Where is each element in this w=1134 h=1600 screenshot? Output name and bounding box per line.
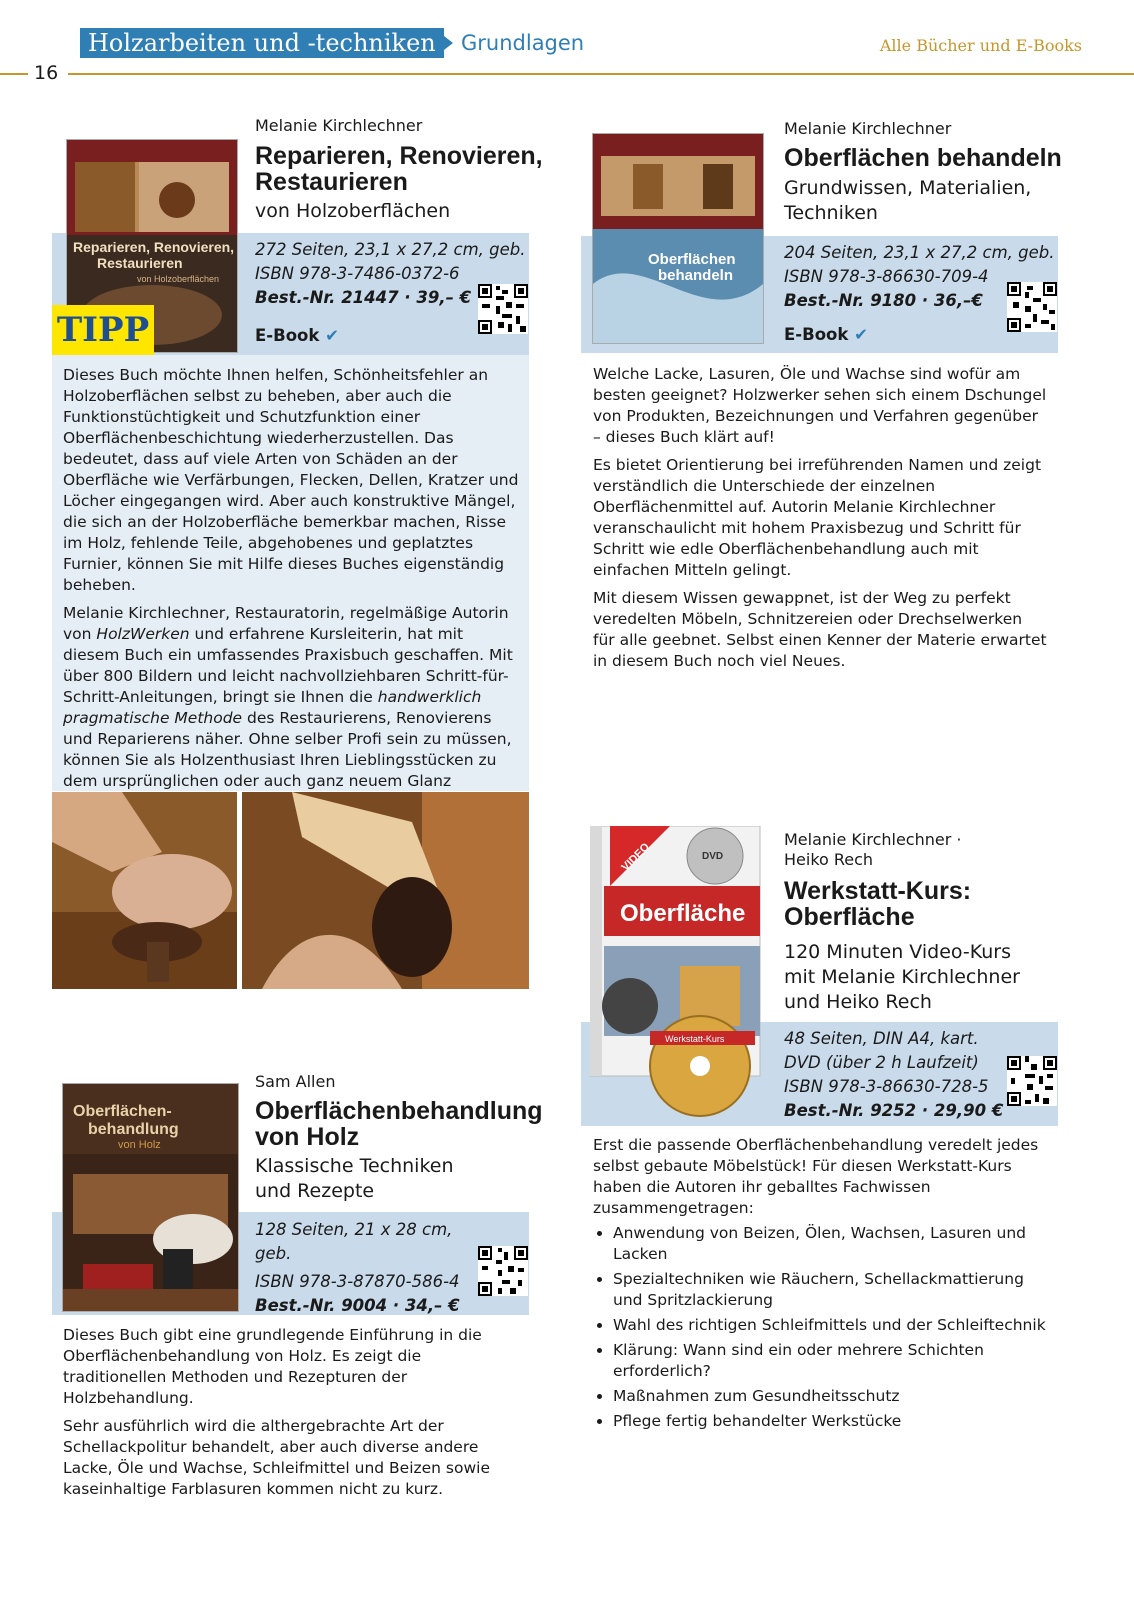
book3-cover-image[interactable] xyxy=(590,826,770,1118)
breadcrumb-subcategory[interactable]: Grundlagen xyxy=(461,31,585,55)
ebook-label: E-Book xyxy=(255,326,320,345)
book1-isbn: ISBN 978-3-7486-0372-6 xyxy=(255,264,460,283)
ebook-label: E-Book xyxy=(784,325,849,344)
subtitle-line: Klassische Techniken xyxy=(255,1155,454,1177)
book2-cover-image[interactable] xyxy=(592,133,764,344)
title-line: Werkstatt-Kurs: xyxy=(784,877,972,905)
book1-cover-subtitle: von Holzoberflächen xyxy=(137,274,220,284)
book2-description xyxy=(593,364,1048,679)
checkmark-icon: ✔ xyxy=(325,326,339,345)
book3-author xyxy=(784,830,961,870)
tipp-badge: TIPP xyxy=(52,305,154,355)
book2-subtitle xyxy=(784,176,1031,226)
subtitle-line: und Heiko Rech xyxy=(784,991,932,1013)
book4-meta xyxy=(255,1218,460,1318)
text-run: handwerklich pragmatische Methode xyxy=(63,688,482,727)
description-paragraph: Sehr ausführlich wird die althergebrachte Art der Schellackpolitur behandelt, aber auch diverse andere Lacke, Öle und Wachse, Schleifmittel und Beizen sowie kaseinhaltige Farblasuren kommen nicht zu kurz. xyxy=(63,1417,491,1498)
book1-pages: 272 Seiten, 23,1 x 27,2 cm, geb. xyxy=(255,240,526,259)
breadcrumb-arrow-icon xyxy=(444,36,453,50)
book4-author: Sam Allen xyxy=(255,1072,336,1091)
subtitle-line: Grundwissen, Materialien, xyxy=(784,177,1032,199)
description-paragraph: Welche Lacke, Lasuren, Öle und Wachse sind wofür am besten geeignet? Holzwerker sehen sich einem Dschungel von Produkten, Bezeichnungen und Verfahren gegenüber – dieses Buch klärt auf! xyxy=(593,365,1047,446)
subtitle-line: Techniken xyxy=(784,202,878,224)
book1-title[interactable] xyxy=(255,143,543,195)
cover-dvd-label: DVD xyxy=(702,851,724,862)
text-run: und erfahrene Kursleiterin, hat mit diesem Buch ein umfassendes Praxisbuch geschaffen. Mit über 800 Bildern und leicht nachvollziehbaren Schritt-für-Schritt-Anleitungen, bringt sie Ihnen die xyxy=(63,625,513,706)
title-line: Oberfläche xyxy=(784,903,915,931)
book4-cover-image[interactable] xyxy=(62,1083,239,1312)
all-books-link[interactable]: Alle Bücher und E-Books xyxy=(879,36,1082,55)
book2-order: Best.-Nr. 9180 · 36,–€ xyxy=(784,291,983,310)
list-item: • Wahl des richtigen Schleifmittels und der Schleiftechnik xyxy=(613,1315,1048,1336)
svg-text:Restaurieren: Restaurieren xyxy=(97,255,183,271)
list-item: • Maßnahmen zum Gesundheitsschutz xyxy=(613,1386,1048,1407)
list-item: • Pflege fertig behandelter Werkstücke xyxy=(613,1411,1048,1432)
list-item: • Klärung: Wann sind ein oder mehrere Schichten erforderlich? xyxy=(613,1340,1048,1382)
author-line: Heiko Rech xyxy=(784,850,874,869)
book4-title[interactable] xyxy=(255,1098,543,1150)
description-paragraph: Erst die passende Oberflächenbehandlung veredelt jedes selbst gebaute Möbelstück! Für diesen Werkstatt-Kurs haben die Autoren ihr geballtes Fachwissen zusammengetragen: xyxy=(593,1136,1039,1217)
book2-title[interactable]: Oberflächen behandeln xyxy=(784,144,1062,172)
book4-order: Best.-Nr. 9004 · 34,– € xyxy=(255,1296,460,1315)
book1-subtitle: von Holzoberflächen xyxy=(255,200,451,222)
svg-text:behandeln: behandeln xyxy=(658,267,734,284)
subtitle-line: 120 Minuten Video-Kurs xyxy=(784,941,1011,963)
description-paragraph: Mit diesem Wissen gewappnet, ist der Weg zu perfekt veredelten Möbeln, Schnitzereien oder Drechselwerken für alle geebnet. Selbst einen Kenner der Materie erwartet in diesem Buch noch viel Neues. xyxy=(593,589,1047,670)
book3-cover-title: Oberfläche xyxy=(620,900,746,927)
book4-isbn: ISBN 978-3-87870-586-4 xyxy=(255,1272,460,1291)
book3-title[interactable] xyxy=(784,878,971,930)
qr-code-icon[interactable] xyxy=(1007,1056,1057,1106)
qr-code-icon[interactable] xyxy=(478,284,528,334)
svg-text:behandlung: behandlung xyxy=(88,1121,179,1138)
book1-author: Melanie Kirchlechner xyxy=(255,116,423,135)
title-line: Oberflächenbehandlung xyxy=(255,1097,543,1125)
cover-kurs-label: Werkstatt-Kurs xyxy=(665,1034,725,1044)
qr-code-icon[interactable] xyxy=(1007,282,1057,332)
cover-video-label: VIDEO xyxy=(619,840,653,874)
qr-code-icon[interactable] xyxy=(478,1246,528,1296)
text-run: Melanie Kirchlechner, Restauratorin, regelmäßige Autorin von xyxy=(63,604,509,643)
photo-knob-wood-piece xyxy=(242,792,529,989)
book2-author: Melanie Kirchlechner xyxy=(784,119,952,138)
description-paragraph: Dieses Buch gibt eine grundlegende Einführung in die Oberflächenbehandlung von Holz. Es zeigt die traditionellen Methoden und Rezepturen der Holzbehandlung. xyxy=(63,1326,482,1407)
list-item: • Spezialtechniken wie Räuchern, Schellackmattierung und Spritzlackierung xyxy=(613,1269,1048,1311)
header-rule xyxy=(68,73,1134,75)
page-number: 16 xyxy=(34,62,59,84)
book3-description xyxy=(593,1135,1048,1436)
book3-pages: 48 Seiten, DIN A4, kart. xyxy=(784,1029,979,1048)
subtitle-line: und Rezepte xyxy=(255,1180,375,1202)
checkmark-icon: ✔ xyxy=(854,325,868,344)
description-paragraph: Es bietet Orientierung bei irreführenden Namen und zeigt verständlich die Unterschiede der einzelnen Oberflächenmittel auf. Autorin Melanie Kirchlechner veranschaulicht mit hohem Praxisbezug und Schritt für Schritt wie edle Oberflächenbehandlung auch mit einfachen Mitteln gelingt. xyxy=(593,456,1042,579)
book2-cover-title: Oberflächen xyxy=(648,251,736,268)
text-run: des Restaurierens, Renovierens und Reparierens näher. Ohne selber Profi sein zu müssen, können Sie als Holzenthusiast Ihren Lieblingsstücken zu dem ursprünglichen oder auch ganz neuem Glanz xyxy=(63,709,512,790)
breadcrumb-category[interactable]: Holzarbeiten und -techniken xyxy=(80,28,444,58)
book4-description xyxy=(63,1325,521,1507)
book4-cover-title: Oberflächen- xyxy=(73,1103,172,1120)
book2-ebook-link[interactable] xyxy=(784,324,868,346)
book1-cover-title: Reparieren, Renovieren, xyxy=(73,239,235,255)
header-rule xyxy=(0,73,28,75)
title-line: von Holz xyxy=(255,1123,360,1151)
book3-dvd: DVD (über 2 h Laufzeit) xyxy=(784,1053,979,1072)
book1-title-line: Restaurieren xyxy=(255,168,408,196)
book3-meta xyxy=(784,1027,1003,1123)
book4-subtitle xyxy=(255,1154,454,1204)
book2-pages: 204 Seiten, 23,1 x 27,2 cm, geb. xyxy=(784,243,1055,262)
book1-order: Best.-Nr. 21447 · 39,– € xyxy=(255,288,472,307)
book3-isbn: ISBN 978-3-86630-728-5 xyxy=(784,1077,989,1096)
book1-title-line: Reparieren, Renovieren, xyxy=(255,142,543,170)
book1-description xyxy=(63,365,521,820)
text-run: HolzWerken xyxy=(96,625,190,643)
list-item: • Anwendung von Beizen, Ölen, Wachsen, Lasuren und Lacken xyxy=(613,1223,1048,1265)
feature-list xyxy=(593,1223,1048,1432)
book3-order: Best.-Nr. 9252 · 29,90 € xyxy=(784,1101,1004,1120)
author-line: Melanie Kirchlechner · xyxy=(784,830,962,849)
book1-ebook-link[interactable] xyxy=(255,325,339,347)
photo-knob-repair xyxy=(52,792,237,989)
book4-cover-subtitle: von Holz xyxy=(118,1139,161,1151)
subtitle-line: mit Melanie Kirchlechner xyxy=(784,966,1020,988)
description-paragraph: Dieses Buch möchte Ihnen helfen, Schönheitsfehler an Holzoberflächen selbst zu beheben, aber auch die Funktionstüchtigkeit und Schutzfunktion einer Oberflächenbeschichtung wiederherzustellen. Das bedeutet, dass auf viele Arten von Schäden an der Oberfläche wie Verfärbungen, Flecken, Dellen, Kratzer und Löcher eingegangen wird. Aber auch konstruktive Mängel, die sich an der Holzoberfläche bemerkbar machen, Risse im Holz, fehlende Teile, abgehobenes und geplatztes Furnier, können Sie mit Hilfe dieses Buches eigenständig beheben. xyxy=(63,366,519,594)
description-paragraph xyxy=(63,603,521,813)
book2-isbn: ISBN 978-3-86630-709-4 xyxy=(784,267,989,286)
book4-pages: geb. xyxy=(255,1244,292,1263)
book3-subtitle xyxy=(784,940,1020,1015)
book4-pages: 128 Seiten, 21 x 28 cm, xyxy=(255,1220,453,1239)
